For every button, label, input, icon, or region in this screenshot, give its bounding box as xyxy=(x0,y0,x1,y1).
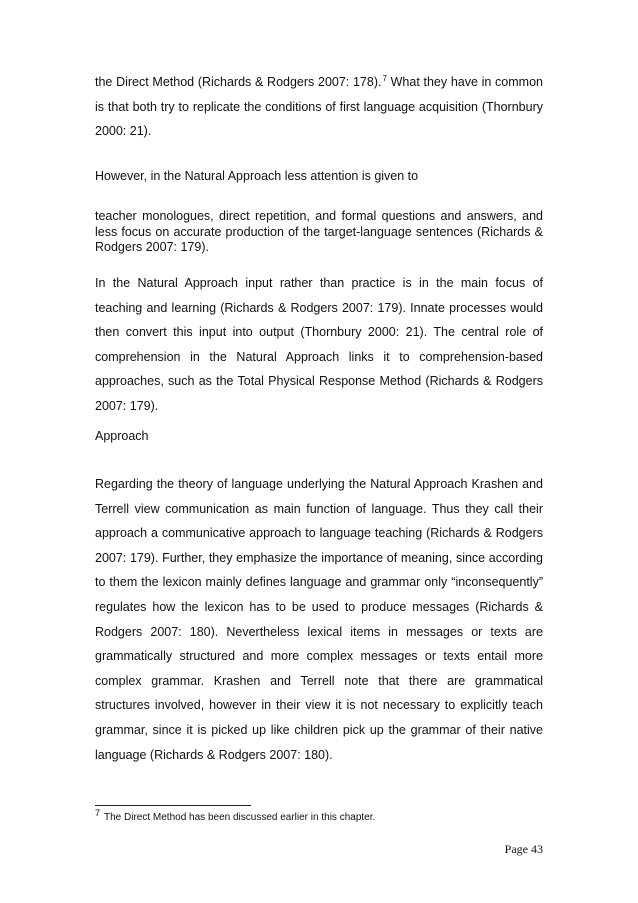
footnote-text: The Direct Method has been discussed earlier in this chapter. xyxy=(104,812,376,823)
paragraph-teacher-monologues: teacher monologues, direct repetition, and formal questions and answers, and less focus on accurate production of the target-language sentences (Richards & Rodgers 2007: 179). xyxy=(95,209,543,254)
section-heading-approach: Approach xyxy=(95,429,149,443)
footnote-reference: 7 xyxy=(382,73,387,83)
paragraph-direct-method-text: the Direct Method (Richards & Rodgers 2007: 178). xyxy=(95,75,382,89)
footnote xyxy=(95,807,543,824)
footnote-number: 7 xyxy=(95,807,101,818)
paragraph-theory-of-language: Regarding the theory of language underlying the Natural Approach Krashen and Terrell view communication as main function of language. Thus they call their approach a communicative approach to language teaching (Richards & Rodgers 2007: 179). Further, they emphasize the importance of meaning, since according to them the lexicon mainly defines language and grammar only “inconsequently” regulates how the lexicon has to be used to produce messages (Richards & Rodgers 2007: 180). Nevertheless lexical items in messages or texts are grammatically structured and more complex messages or texts entail more complex grammar. Krashen and Terrell note that there are grammatical structures involved, however in their view it is not necessary to explicitly teach grammar, since it is picked up like children pick up the grammar of their native language (Richards & Rodgers 2007: 180). xyxy=(95,477,543,762)
footnote-separator xyxy=(95,805,251,806)
page-number: Page 43 xyxy=(504,842,543,856)
paragraph-direct-method-rest: What they have in common is that both try to replicate the conditions of first language acquisition (Thornbury 2000: 21). xyxy=(95,75,543,139)
paragraph-natural-approach-attention: However, in the Natural Approach less attention is given to xyxy=(95,169,419,183)
paragraph-direct-method xyxy=(95,70,543,144)
paragraph-input-practice: In the Natural Approach input rather than practice is in the main focus of teaching and learning (Richards & Rodgers 2007: 179). Innate processes would then convert this input into output (Thornbury 2000: 21). The central role of comprehension in the Natural Approach links it to comprehension-based approaches, such as the Total Physical Response Method (Richards & Rodgers 2007: 179). xyxy=(95,276,543,413)
